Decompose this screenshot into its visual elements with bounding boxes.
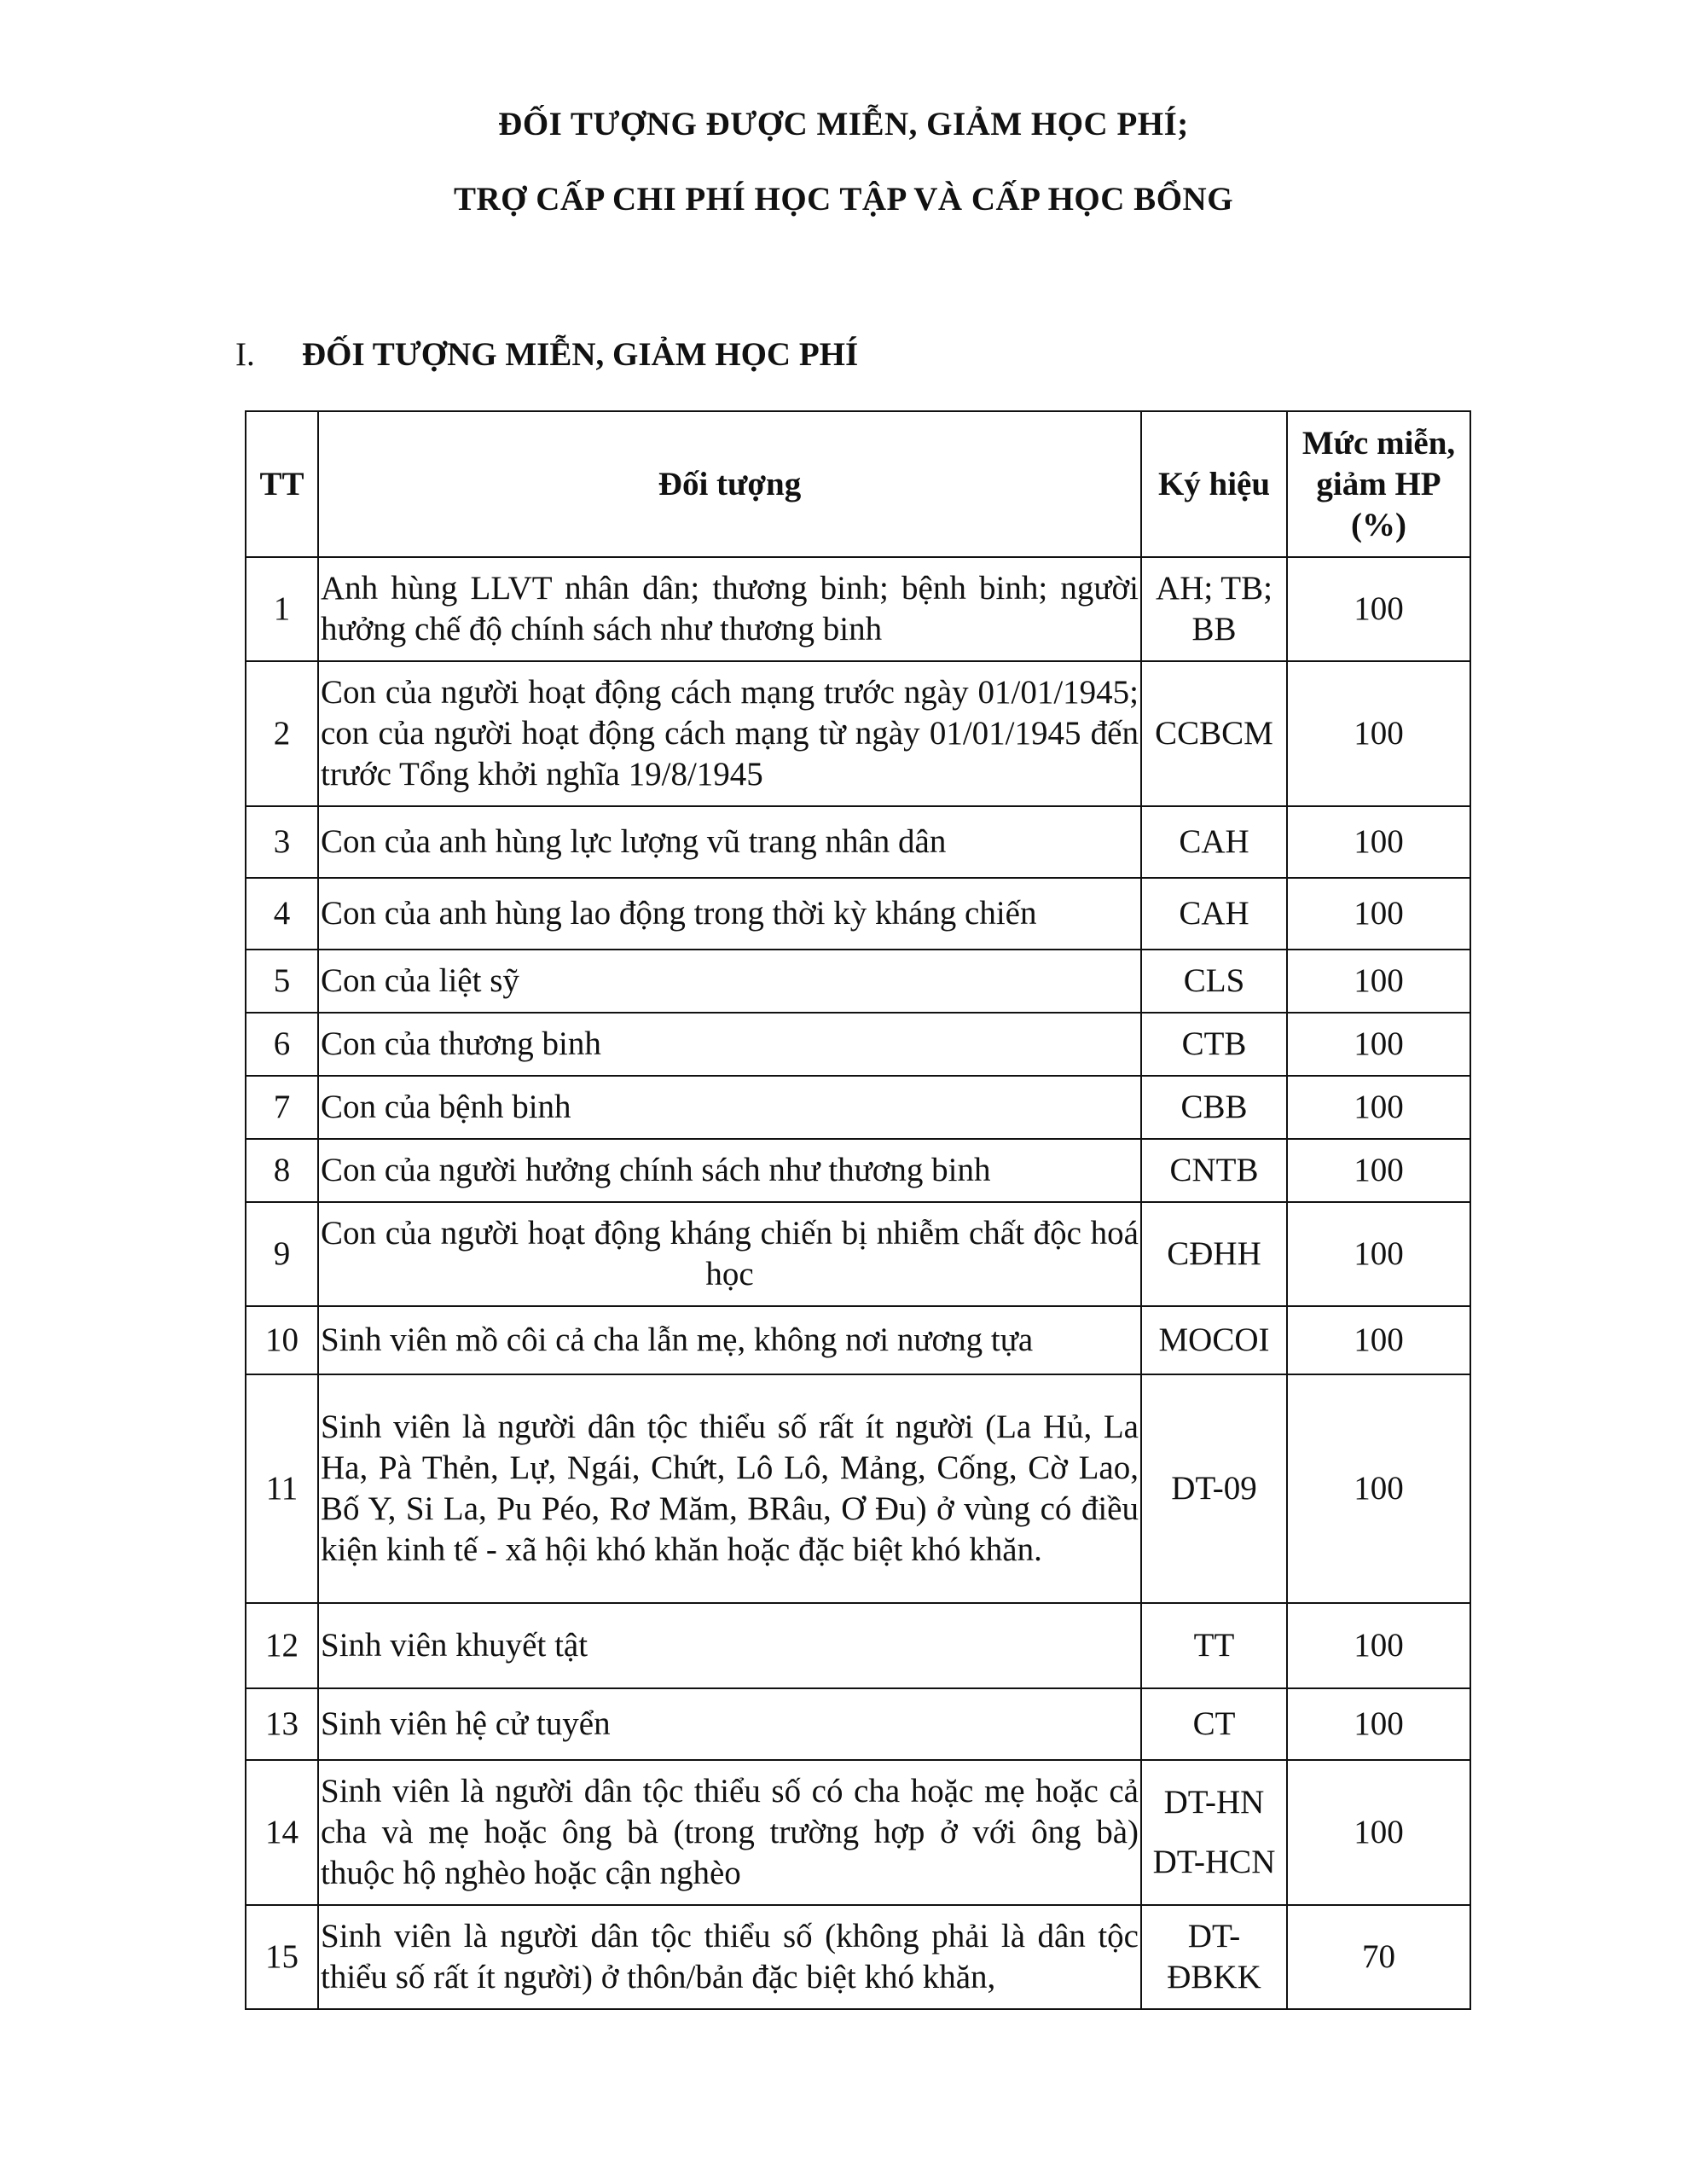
header-muc-mien-line1: Mức miễn, bbox=[1301, 424, 1456, 462]
table-row bbox=[246, 1306, 1470, 1374]
row-ky-hieu-line2: DT-HCN bbox=[1152, 1844, 1276, 1880]
header-ky-hieu: Ký hiệu bbox=[1141, 411, 1287, 557]
row-muc: 100 bbox=[1287, 950, 1470, 1013]
row-tt: 9 bbox=[246, 1202, 318, 1306]
row-doi-tuong: Con của anh hùng lực lượng vũ trang nhân dân bbox=[318, 806, 1141, 878]
table-row bbox=[246, 878, 1470, 950]
row-tt: 8 bbox=[246, 1139, 318, 1202]
table-row bbox=[246, 1603, 1470, 1688]
row-tt: 4 bbox=[246, 878, 318, 950]
table-row bbox=[246, 1905, 1470, 2009]
row-ky-hieu: CNTB bbox=[1141, 1139, 1287, 1202]
row-tt: 13 bbox=[246, 1688, 318, 1760]
row-ky-hieu-line1: DT- bbox=[1187, 1918, 1241, 1955]
table-row bbox=[246, 1374, 1470, 1603]
row-muc: 100 bbox=[1287, 1013, 1470, 1076]
row-tt: 6 bbox=[246, 1013, 318, 1076]
row-tt: 5 bbox=[246, 950, 318, 1013]
row-ky-hieu: CAH bbox=[1141, 806, 1287, 878]
row-tt: 7 bbox=[246, 1076, 318, 1139]
row-doi-tuong: Sinh viên khuyết tật bbox=[318, 1603, 1141, 1688]
header-muc-mien bbox=[1287, 411, 1470, 557]
row-muc: 100 bbox=[1287, 1202, 1470, 1306]
row-ky-hieu-line2: ĐBKK bbox=[1167, 1959, 1261, 1995]
row-doi-tuong: Anh hùng LLVT nhân dân; thương binh; bệnh binh; người hưởng chế độ chính sách như thương binh bbox=[318, 557, 1141, 661]
row-doi-tuong: Sinh viên mồ côi cả cha lẫn mẹ, không nơi nương tựa bbox=[318, 1306, 1141, 1374]
section-title: ĐỐI TƯỢNG MIỄN, GIẢM HỌC PHÍ bbox=[302, 336, 859, 373]
exemption-table bbox=[245, 410, 1471, 2010]
row-ky-hieu: CĐHH bbox=[1141, 1202, 1287, 1306]
table-row bbox=[246, 1760, 1470, 1905]
row-ky-hieu: DT-09 bbox=[1141, 1374, 1287, 1603]
row-doi-tuong: Con của bệnh binh bbox=[318, 1076, 1141, 1139]
row-ky-hieu: CCBCM bbox=[1141, 661, 1287, 806]
row-doi-tuong: Con của người hoạt động cách mạng trước ngày 01/01/1945; con của người hoạt động cách mạng từ ngày 01/01/1945 đến trước Tổng khởi nghĩa 19/8/1945 bbox=[318, 661, 1141, 806]
row-ky-hieu: CLS bbox=[1141, 950, 1287, 1013]
row-ky-hieu: AH; TB; BB bbox=[1141, 557, 1287, 661]
row-ky-hieu bbox=[1141, 1905, 1287, 2009]
row-ky-hieu: CAH bbox=[1141, 878, 1287, 950]
table-row bbox=[246, 661, 1470, 806]
row-doi-tuong: Sinh viên là người dân tộc thiểu số rất ít người (La Hủ, La Ha, Pà Thẻn, Lự, Ngái, Chứt, Lô Lô, Mảng, Cống, Cờ Lao, Bố Y, Si La, Pu Péo, Rơ Măm, BRâu, Ơ Đu) ở vùng có điều kiện kinh tế - xã hội khó khăn hoặc đặc biệt khó khăn. bbox=[318, 1374, 1141, 1603]
table-row bbox=[246, 806, 1470, 878]
section-heading bbox=[235, 335, 858, 374]
row-tt: 3 bbox=[246, 806, 318, 878]
row-tt: 12 bbox=[246, 1603, 318, 1688]
table-row bbox=[246, 1013, 1470, 1076]
table-row bbox=[246, 1076, 1470, 1139]
row-tt: 1 bbox=[246, 557, 318, 661]
row-muc: 70 bbox=[1287, 1905, 1470, 2009]
table-row bbox=[246, 1688, 1470, 1760]
document-title-line1: ĐỐI TƯỢNG ĐƯỢC MIỄN, GIẢM HỌC PHÍ; bbox=[498, 106, 1189, 142]
header-muc-mien-line2: giảm HP bbox=[1316, 465, 1441, 502]
row-muc: 100 bbox=[1287, 878, 1470, 950]
row-ky-hieu: CBB bbox=[1141, 1076, 1287, 1139]
row-muc: 100 bbox=[1287, 1688, 1470, 1760]
row-ky-hieu: CT bbox=[1141, 1688, 1287, 1760]
row-muc: 100 bbox=[1287, 1076, 1470, 1139]
row-tt: 2 bbox=[246, 661, 318, 806]
row-ky-hieu bbox=[1141, 1760, 1287, 1905]
row-muc: 100 bbox=[1287, 1306, 1470, 1374]
row-muc: 100 bbox=[1287, 1603, 1470, 1688]
document-title-line2: TRỢ CẤP CHI PHÍ HỌC TẬP VÀ CẤP HỌC BỔNG bbox=[453, 181, 1234, 218]
row-ky-hieu-line1: DT-HN bbox=[1163, 1784, 1265, 1821]
table-row bbox=[246, 1202, 1470, 1306]
row-doi-tuong: Con của người hưởng chính sách như thương binh bbox=[318, 1139, 1141, 1202]
header-muc-mien-line3: (%) bbox=[1351, 506, 1406, 543]
row-muc: 100 bbox=[1287, 661, 1470, 806]
table-header-row bbox=[246, 411, 1470, 557]
row-doi-tuong: Con của anh hùng lao động trong thời kỳ kháng chiến bbox=[318, 878, 1141, 950]
row-tt: 11 bbox=[246, 1374, 318, 1603]
row-muc: 100 bbox=[1287, 1760, 1470, 1905]
row-ky-hieu: CTB bbox=[1141, 1013, 1287, 1076]
row-ky-hieu: TT bbox=[1141, 1603, 1287, 1688]
row-tt: 10 bbox=[246, 1306, 318, 1374]
table-row bbox=[246, 950, 1470, 1013]
row-doi-tuong: Con của liệt sỹ bbox=[318, 950, 1141, 1013]
row-muc: 100 bbox=[1287, 806, 1470, 878]
table-row bbox=[246, 557, 1470, 661]
row-tt: 15 bbox=[246, 1905, 318, 2009]
section-number: I. bbox=[235, 336, 255, 373]
row-doi-tuong: Sinh viên là người dân tộc thiểu số có cha hoặc mẹ hoặc cả cha và mẹ hoặc ông bà (trong trường hợp ở với ông bà) thuộc hộ nghèo hoặc cận nghèo bbox=[318, 1760, 1141, 1905]
row-doi-tuong: Con của người hoạt động kháng chiến bị nhiễm chất độc hoá học bbox=[318, 1202, 1141, 1306]
row-muc: 100 bbox=[1287, 1139, 1470, 1202]
header-doi-tuong: Đối tượng bbox=[318, 411, 1141, 557]
row-tt: 14 bbox=[246, 1760, 318, 1905]
row-muc: 100 bbox=[1287, 1374, 1470, 1603]
row-doi-tuong: Sinh viên là người dân tộc thiểu số (không phải là dân tộc thiểu số rất ít người) ở thôn/bản đặc biệt khó khăn, bbox=[318, 1905, 1141, 2009]
header-tt: TT bbox=[246, 411, 318, 557]
row-muc: 100 bbox=[1287, 557, 1470, 661]
table-row bbox=[246, 1139, 1470, 1202]
row-doi-tuong: Sinh viên hệ cử tuyển bbox=[318, 1688, 1141, 1760]
row-doi-tuong: Con của thương binh bbox=[318, 1013, 1141, 1076]
row-ky-hieu: MOCOI bbox=[1141, 1306, 1287, 1374]
